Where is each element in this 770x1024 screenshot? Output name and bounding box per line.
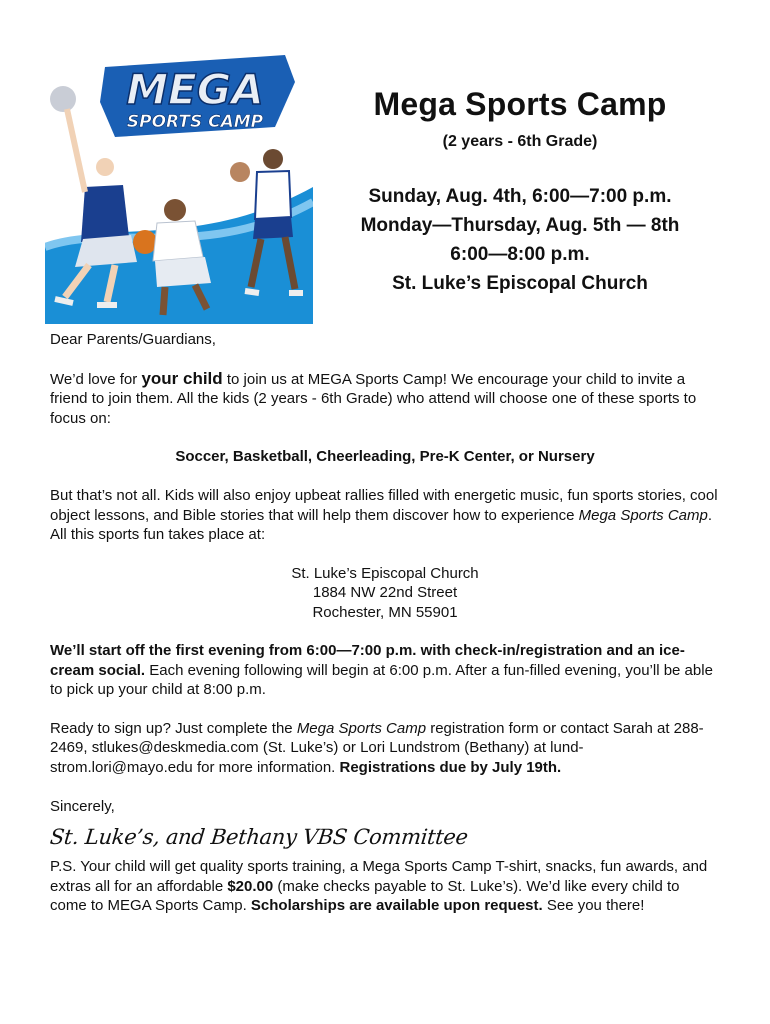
closing: Sincerely, — [50, 797, 115, 815]
activities-text-start: But that’s not all. Kids will also enjoy upbeat rallies filled with energetic music, fun sports stories, cool object lessons, and Bible stories that will help them discover how to experience — [50, 487, 718, 524]
signature: St. Luke’s, and Bethany VBS Committee — [48, 825, 470, 850]
signup-emphasis: Mega Sports Camp — [296, 720, 427, 738]
address-city: Rochester, MN 55901 — [312, 603, 458, 621]
intro-text-start: We’d love for — [50, 370, 142, 388]
first-evening-bold: We’ll start off the first evening from 6:00—7:00 p.m. with check-in/registration and an ice-cream social. — [50, 642, 685, 679]
letter-body — [50, 330, 720, 916]
schedule-location: St. Luke’s Episcopal Church — [392, 273, 648, 294]
schedule — [318, 182, 722, 298]
schedule-sunday: Sunday, Aug. 4th, 6:00—7:00 p.m. — [368, 186, 672, 207]
activities-text-end: . All this sports fun takes place at: — [50, 506, 713, 544]
paragraph-intro — [50, 369, 720, 428]
signup-text-mid: registration form or contact Sarah at 288-2469, stlukes@deskmedia.com (St. Luke’s) or Lori Lundstrom (Bethany) at lund-strom.lori@mayo.edu for more information. — [50, 720, 704, 776]
logo-mega-text: MEGA — [126, 65, 264, 114]
signup-text-start: Ready to sign up? Just complete the — [50, 720, 297, 738]
schedule-weekdays: Monday—Thursday, Aug. 5th — 8th — [360, 215, 680, 236]
paragraph-first-evening — [50, 641, 720, 699]
postscript — [50, 857, 720, 915]
ps-text-end: See you there! — [542, 897, 645, 915]
mega-sports-camp-logo — [45, 47, 313, 324]
schedule-weekday-time: 6:00—8:00 p.m. — [450, 244, 590, 265]
logo-sports-camp-text: SPORTS CAMP — [126, 112, 264, 132]
ps-text-start: P.S. Your child will get quality sports training, a Mega Sports Camp T-shirt, snacks, fun awards, and extras all for an affordable — [50, 858, 708, 895]
logo-graphic — [45, 47, 313, 324]
soccer-ball-icon — [230, 162, 250, 182]
scholarships-note: Scholarships are available upon request. — [250, 897, 543, 915]
first-evening-text: Each evening following will begin at 6:00 p.m. After a fun-filled evening, you’ll be able to pick up your child at 8:00 p.m. — [50, 661, 713, 699]
address-street: 1884 NW 22nd Street — [312, 584, 458, 602]
price: $20.00 — [227, 877, 274, 895]
paragraph-signup — [50, 719, 720, 777]
intro-emphasis: your child — [141, 368, 223, 388]
grade-range: (2 years - 6th Grade) — [442, 133, 598, 150]
header-block — [318, 86, 722, 298]
registration-deadline: Registrations due by July 19th. — [339, 758, 562, 776]
intro-text-end: to join us at MEGA Sports Camp! We encourage your child to invite a friend to join them. All the kids (2 years - 6th Grade) who attend will choose one of these sports to focus on: — [50, 370, 697, 427]
greeting: Dear Parents/Guardians, — [50, 331, 216, 348]
paragraph-activities — [50, 486, 720, 544]
address-church: St. Luke’s Episcopal Church — [291, 564, 479, 582]
pom-pom-icon — [50, 86, 76, 112]
activities-emphasis: Mega Sports Camp — [578, 506, 708, 524]
basketball-icon — [133, 230, 157, 254]
ps-text-mid: (make checks payable to St. Luke’s). We’d like every child to come to MEGA Sports Camp. — [50, 877, 680, 915]
page-title: Mega Sports Camp — [373, 86, 667, 122]
sports-list: Soccer, Basketball, Cheerleading, Pre-K Center, or Nursery — [175, 448, 595, 466]
address-block — [50, 564, 720, 622]
